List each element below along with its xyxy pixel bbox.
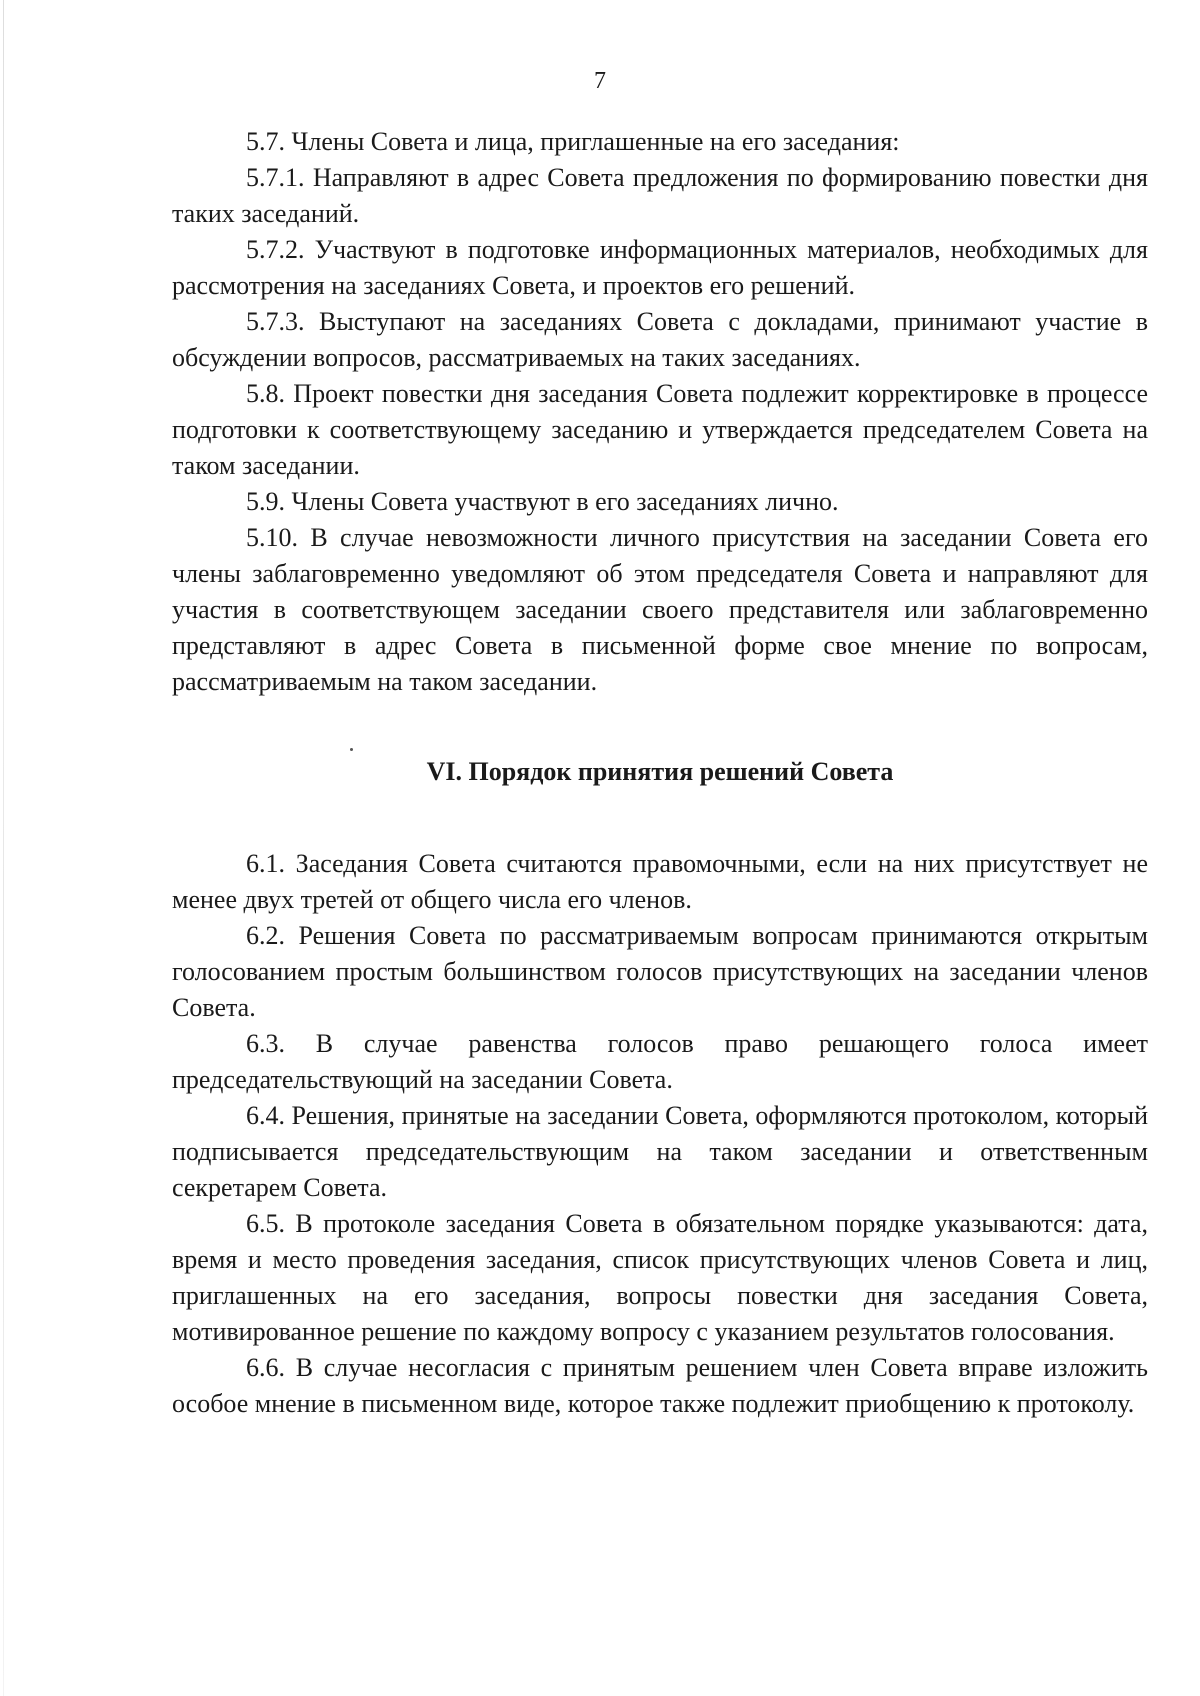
paragraph-5-7-1: 5.7.1. Направляют в адрес Совета предложения по формированию повестки дня таких заседаний. xyxy=(172,163,1148,228)
paragraph-6-4: 6.4. Решения, принятые на заседании Совета, оформляются протоколом, который подписывается председательствующим на таком заседании и ответственным секретарем Совета. xyxy=(172,1101,1148,1202)
section-heading: VI. Порядок принятия решений Совета xyxy=(426,757,894,786)
paragraph-6-3: 6.3. В случае равенства голосов право решающего голоса имеет председательствующий на заседании Совета. xyxy=(172,1029,1148,1094)
paragraph-5-7: 5.7. Члены Совета и лица, приглашенные на его заседания: xyxy=(246,127,900,156)
spacer xyxy=(172,700,1148,754)
paragraph-5-9: 5.9. Члены Совета участвуют в его заседаниях лично. xyxy=(246,487,839,516)
scan-edge-line xyxy=(3,0,4,1696)
paragraph-6-2: 6.2. Решения Совета по рассматриваемым вопросам принимаются открытым голосованием простым большинством голосов присутствующих на заседании членов Совета. xyxy=(172,921,1148,1022)
paragraph-5-10: 5.10. В случае невозможности личного присутствия на заседании Совета его члены заблаговременно уведомляют об этом председателя Совета и направляют для участия в соответствующем заседании своего представителя или заблаговременно представляют в адрес Совета в письменной форме свое мнение по вопросам, рассматриваемым на таком заседании. xyxy=(172,523,1148,696)
paragraph-6-1: 6.1. Заседания Совета считаются правомочными, если на них присутствует не менее двух третей от общего числа его членов. xyxy=(172,849,1148,914)
paragraph-6-5: 6.5. В протоколе заседания Совета в обязательном порядке указываются: дата, время и место проведения заседания, список присутствующих членов Совета и лиц, приглашенных на его заседания, вопросы повестки дня заседания Совета, мотивированное решение по каждому вопросу с указанием результатов голосования. xyxy=(172,1209,1148,1346)
paragraph-5-7-3: 5.7.3. Выступают на заседаниях Совета с докладами, принимают участие в обсуждении вопросов, рассматриваемых на таких заседаниях. xyxy=(172,307,1148,372)
paragraph-6-6: 6.6. В случае несогласия с принятым решением член Совета вправе изложить особое мнение в письменном виде, которое также подлежит приобщению к протоколу. xyxy=(172,1353,1148,1418)
scan-speck xyxy=(350,748,353,751)
document-body xyxy=(172,124,1148,1422)
page-number: 7 xyxy=(594,68,606,94)
spacer xyxy=(172,790,1148,846)
paragraph-5-8: 5.8. Проект повестки дня заседания Совета подлежит корректировке в процессе подготовки к соответствующему заседанию и утверждается председателем Совета на таком заседании. xyxy=(172,379,1148,480)
paragraph-5-7-2: 5.7.2. Участвуют в подготовке информационных материалов, необходимых для рассмотрения на заседаниях Совета, и проектов его решений. xyxy=(172,235,1148,300)
